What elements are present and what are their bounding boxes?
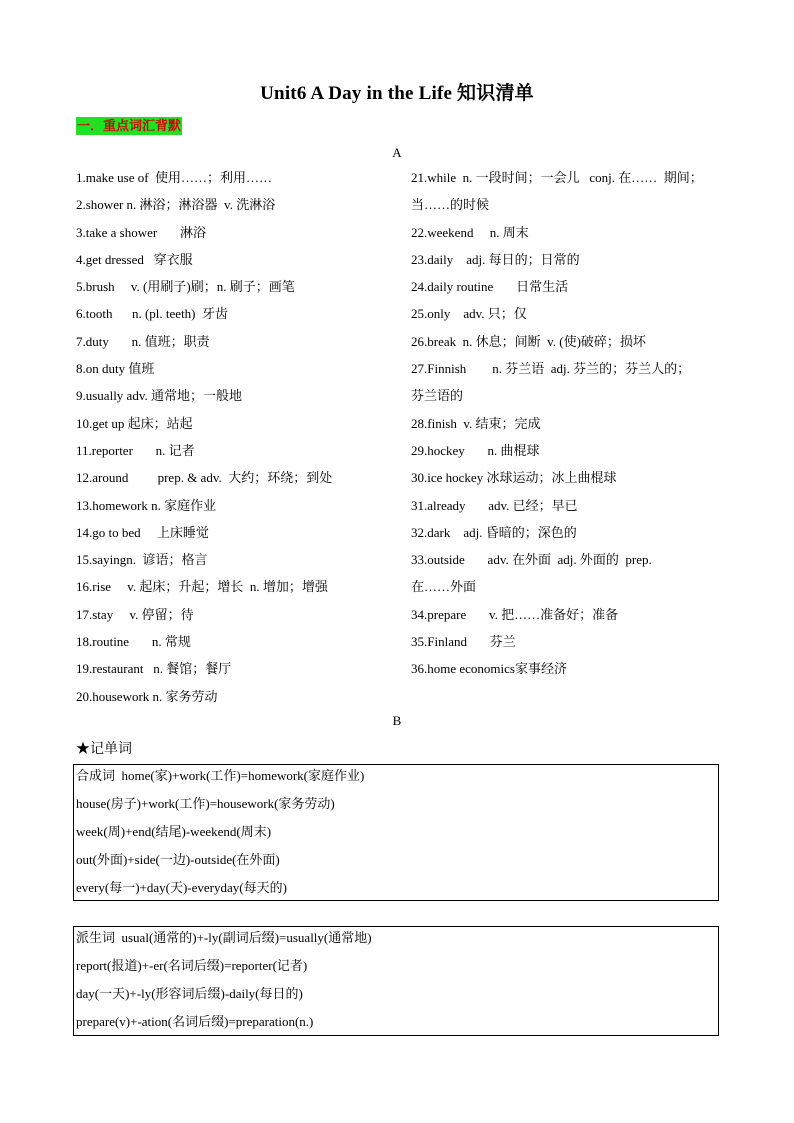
vocab-item-line: 27.Finnish n. 芬兰语 adj. 芬兰的；芬兰人的； <box>411 361 691 377</box>
word-formation-line: 合成词 home(家)+work(工作)=homework(家庭作业) <box>76 768 365 783</box>
vocab-item <box>411 550 736 605</box>
vocab-item <box>411 441 736 468</box>
derived-words-box <box>73 926 719 1036</box>
vocab-item: 11.reporter n. 记者 <box>76 442 195 458</box>
vocab-list-left <box>76 168 396 714</box>
vocab-item-line: 21.while n. 一段时间；一会儿 conj. 在…… 期间； <box>411 170 703 185</box>
vocab-item <box>411 605 736 632</box>
vocab-item <box>411 468 736 495</box>
vocab-item-line: 当……的时候 <box>411 197 490 213</box>
vocab-item <box>411 223 736 250</box>
vocab-item-line: 26.break n. 休息；间断 v. (使)破碎；损坏 <box>411 333 646 349</box>
vocab-item-line: 31.already adv. 已经；早已 <box>411 497 578 513</box>
vocab-item: 1.make use of 使用……；利用…… <box>76 170 273 185</box>
vocab-item: 19.restaurant n. 餐馆；餐厅 <box>76 661 232 677</box>
word-formation-line: report(报道)+-er(名词后缀)=reporter(记者) <box>76 958 308 973</box>
vocab-item-line: 36.home economics家事经济 <box>411 661 567 677</box>
vocab-item <box>411 632 736 659</box>
vocab-item: 14.go to bed 上床睡觉 <box>76 524 209 540</box>
vocab-item: 20.housework n. 家务劳动 <box>76 688 218 704</box>
vocab-item: 7.duty n. 值班；职责 <box>76 333 210 349</box>
vocab-item-line: 28.finish v. 结束；完成 <box>411 415 541 431</box>
vocab-item <box>411 659 736 686</box>
vocab-item: 15.sayingn. 谚语；格言 <box>76 552 208 568</box>
vocab-item <box>411 523 736 550</box>
vocab-item <box>411 496 736 523</box>
section-heading: 一．重点词汇背默 <box>77 118 182 133</box>
memorize-words-heading: ★记单词 <box>76 742 132 757</box>
vocab-item-line: 25.only adv. 只；仅 <box>411 306 527 322</box>
vocab-item: 16.rise v. 起床；升起；增长 n. 增加；增强 <box>76 579 328 595</box>
vocab-item-line: 22.weekend n. 周末 <box>411 224 529 240</box>
vocab-item-line: 35.Finland 芬兰 <box>411 634 516 650</box>
vocab-item: 8.on duty 值班 <box>76 361 155 377</box>
vocab-item: 6.tooth n. (pl. teeth) 牙齿 <box>76 306 229 322</box>
vocab-item <box>411 332 736 359</box>
vocab-item <box>411 359 736 414</box>
vocab-item: 2.shower n. 淋浴；淋浴器 v. 洗淋浴 <box>76 197 276 213</box>
vocab-item: 12.around prep. & adv. 大约；环绕；到处 <box>76 470 333 486</box>
word-formation-line: prepare(v)+-ation(名词后缀)=preparation(n.) <box>76 1014 314 1029</box>
vocab-item <box>411 304 736 331</box>
vocab-item: 4.get dressed 穿衣服 <box>76 251 193 267</box>
compound-words-box <box>73 764 719 901</box>
vocab-item: 17.stay v. 停留；待 <box>76 606 194 622</box>
word-formation-line: every(每一)+day(天)-everyday(每天的) <box>76 880 287 895</box>
word-formation-line: house(房子)+work(工作)=housework(家务劳动) <box>76 796 335 811</box>
page-title: Unit6 A Day in the Life 知识清单 <box>260 83 534 104</box>
word-formation-line: week(周)+end(结尾)-weekend(周末) <box>76 824 272 839</box>
vocab-item <box>411 414 736 441</box>
vocab-item: 9.usually adv. 通常地；一般地 <box>76 388 242 404</box>
vocab-item-line: 24.daily routine 日常生活 <box>411 279 569 295</box>
vocab-item-line: 在……外面 <box>411 579 477 595</box>
vocab-item-line: 33.outside adv. 在外面 adj. 外面的 prep. <box>411 552 652 568</box>
word-formation-line: 派生词 usual(通常的)+-ly(副词后缀)=usually(通常地) <box>76 930 372 945</box>
vocab-item <box>411 250 736 277</box>
vocab-item-line: 32.dark adj. 昏暗的；深色的 <box>411 524 577 540</box>
part-b-label: B <box>392 713 402 728</box>
vocab-item: 10.get up 起床；站起 <box>76 415 193 431</box>
vocab-item-line: 芬兰语的 <box>411 388 464 404</box>
vocab-item <box>411 168 736 223</box>
vocab-list-right <box>411 168 736 687</box>
vocab-item: 13.homework n. 家庭作业 <box>76 497 217 513</box>
vocab-item-line: 34.prepare v. 把……准备好；准备 <box>411 606 619 622</box>
vocab-item: 5.brush v. (用刷子)刷；n. 刷子；画笔 <box>76 279 295 295</box>
word-formation-line: day(一天)+-ly(形容词后缀)-daily(每日的) <box>76 986 303 1001</box>
vocab-item-line: 23.daily adj. 每日的；日常的 <box>411 251 580 267</box>
part-a-label: A <box>392 145 402 160</box>
vocab-item: 18.routine n. 常规 <box>76 634 191 650</box>
vocab-item-line: 30.ice hockey 冰球运动；冰上曲棍球 <box>411 470 617 486</box>
vocab-item: 3.take a shower 淋浴 <box>76 224 206 240</box>
vocab-item-line: 29.hockey n. 曲棍球 <box>411 442 540 458</box>
word-formation-line: out(外面)+side(一边)-outside(在外面) <box>76 852 280 867</box>
vocab-item <box>411 277 736 304</box>
